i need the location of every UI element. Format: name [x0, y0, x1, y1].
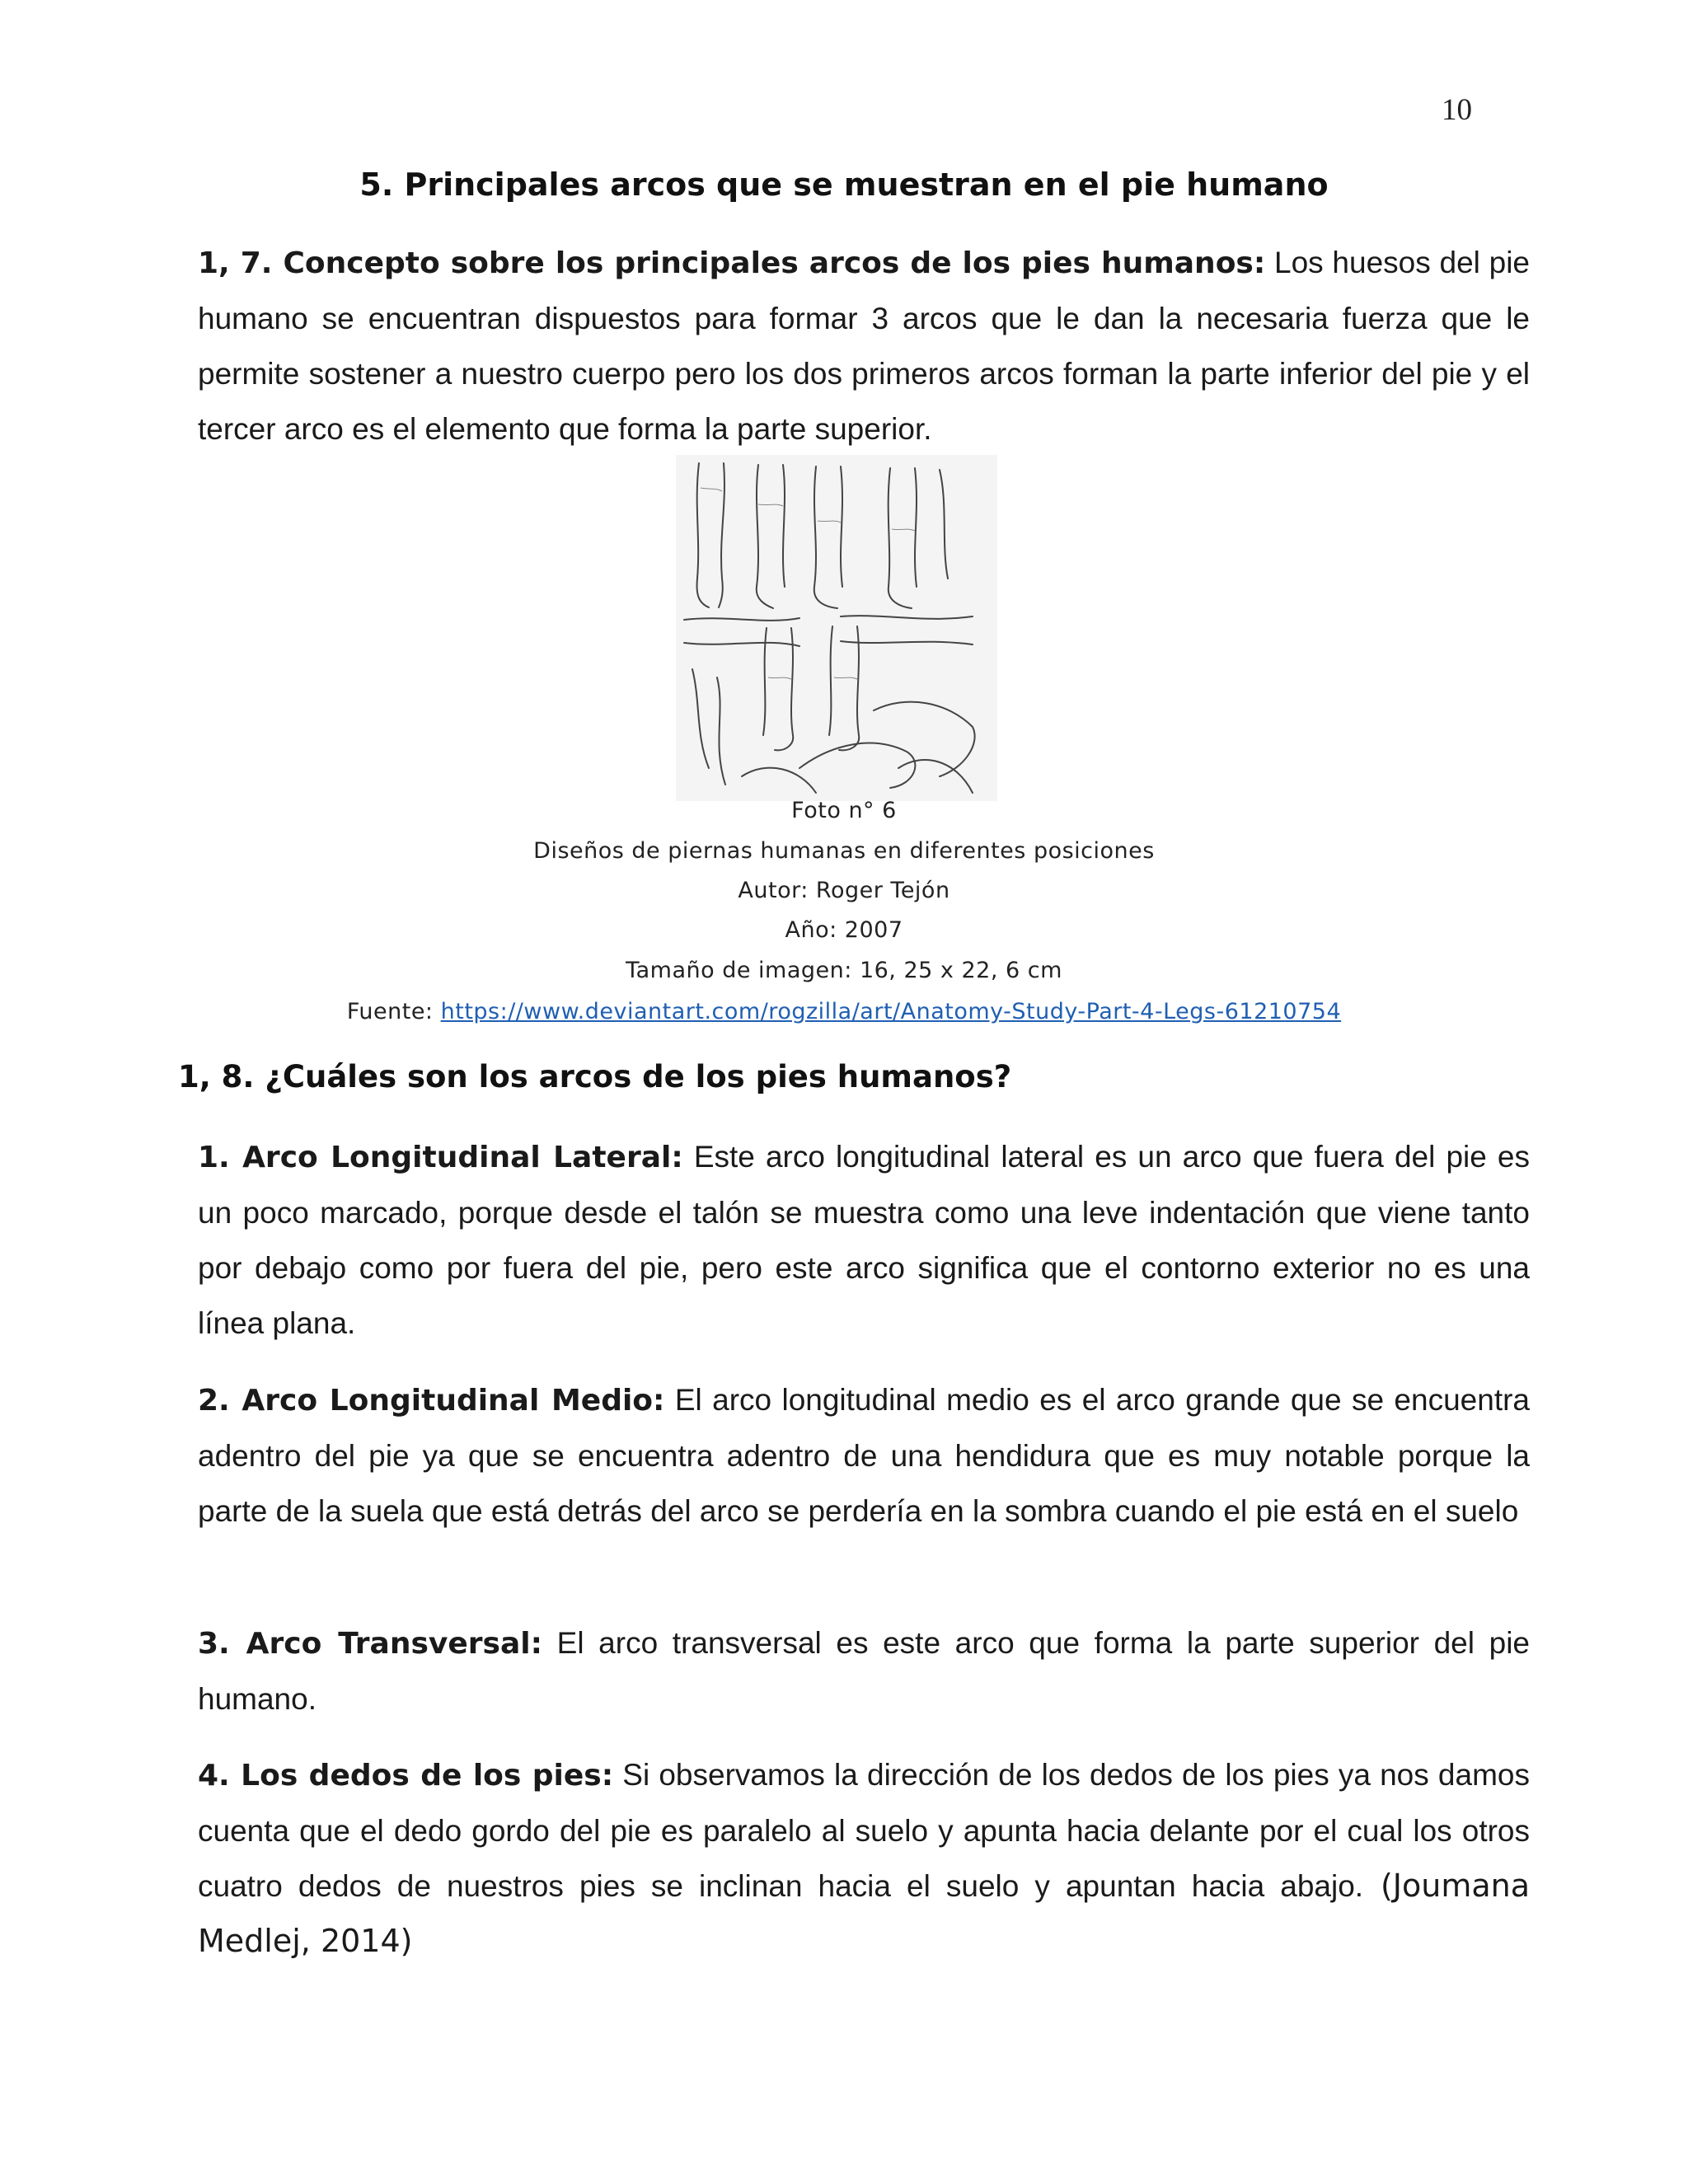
figure-author: Autor: Roger Tejón: [738, 878, 950, 903]
question-title: 1, 8. ¿Cuáles son los arcos de los pies humanos?: [178, 1059, 1012, 1094]
legs-sketch-image: [676, 455, 997, 801]
arch-2-paragraph: [178, 1372, 1530, 1539]
figure-label: Foto n° 6: [791, 798, 897, 823]
figure-year: Año: 2007: [785, 917, 903, 943]
arch-4-text: Si observamos la dirección de los dedos de los pies ya nos damos cuenta que el dedo gordo del pie es paralelo al suelo y apunta hacia delante por el cual los otros cuatro dedos de nuestros pies se inclinan hacia el suelo y apuntan hacia abajo.: [198, 1758, 1530, 1903]
page-number: 10: [1442, 93, 1472, 127]
arch-3-paragraph: [178, 1615, 1530, 1727]
arch-1-text: Este arco longitudinal lateral es un arco que fuera del pie es un poco marcado, porque desde el talón se muestra como una leve indentación que viene tanto por debajo como por fuera del pie, pero este arco significa que el contorno exterior no es una línea plana.: [198, 1140, 1530, 1340]
concept-lead: 1, 7. Concepto sobre los principales arcos de los pies humanos:: [198, 246, 1266, 280]
figure-source-label: Fuente:: [346, 999, 441, 1024]
arch-2-lead: 2. Arco Longitudinal Medio:: [198, 1384, 665, 1418]
legs-sketch-drawing: [676, 455, 997, 801]
arch-1-paragraph: [178, 1129, 1530, 1351]
concept-paragraph: [178, 235, 1530, 457]
arch-4-citation: (Joumana Medlej, 2014): [198, 1868, 1530, 1959]
arch-3-lead: 3. Arco Transversal:: [198, 1627, 542, 1661]
figure-source: [0, 999, 1688, 1024]
arch-2-text: El arco longitudinal medio es el arco grande que se encuentra adentro del pie ya que se encuentra adentro de una hendidura que es muy notable porque la parte de la suela que está detrás del arco se perdería en la sombra cuando el pie está en el suelo: [198, 1383, 1530, 1528]
arch-1-lead: 1. Arco Longitudinal Lateral:: [198, 1141, 683, 1174]
figure-source-link[interactable]: https://www.deviantart.com/rogzilla/art/Anatomy-Study-Part-4-Legs-61210754: [440, 999, 1342, 1024]
figure-size: Tamaño de imagen: 16, 25 x 22, 6 cm: [626, 958, 1062, 983]
arch-4-lead: 4. Los dedos de los pies:: [198, 1759, 614, 1793]
arch-3-text: El arco transversal es este arco que forma la parte superior del pie humano.: [198, 1626, 1530, 1716]
figure-description: Diseños de piernas humanas en diferentes posiciones: [533, 838, 1155, 864]
section-title: 5. Principales arcos que se muestran en el pie humano: [359, 166, 1329, 203]
arch-4-paragraph: [178, 1747, 1530, 1969]
concept-text: Los huesos del pie humano se encuentran dispuestos para formar 3 arcos que le dan la necesaria fuerza que le permite sostener a nuestro cuerpo pero los dos primeros arcos forman la parte inferior del pie y el tercer arco es el elemento que forma la parte superior.: [198, 246, 1530, 446]
